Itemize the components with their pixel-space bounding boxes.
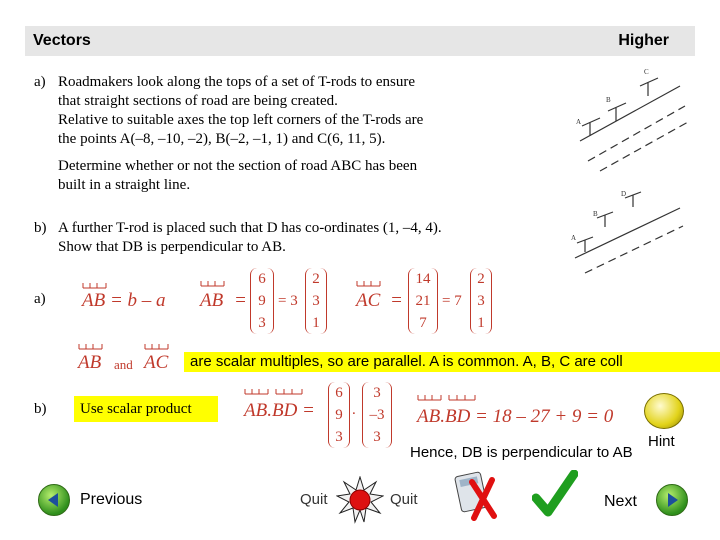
question-line: built in a straight line. [58, 177, 191, 193]
vector-arrow-icon [356, 278, 382, 288]
ac-unit-vector [470, 268, 492, 334]
question-b-text [58, 219, 538, 257]
question-line: the points A(–8, –10, –2), B(–2, –1, 1) and C(6, 11, 5). [58, 131, 386, 147]
vector-arrow-icon [82, 280, 108, 290]
ab-scalar: = 3 [278, 293, 298, 309]
ab-unit-vector [305, 268, 327, 334]
next-label[interactable]: Next [604, 493, 637, 510]
method-label: Use scalar product [74, 396, 218, 422]
ac-label-2: AC [144, 352, 169, 373]
ab-column-vector-b [328, 382, 350, 448]
question-line: Roadmakers look along the tops of a set of T-rods to ensure [58, 74, 416, 90]
solution-a-label: a) [34, 291, 46, 307]
vector-arrow-icon [78, 341, 104, 351]
ab-label: AB [200, 290, 224, 311]
vector-component: 3 [477, 293, 485, 309]
vector-component: 1 [477, 315, 485, 331]
question-line: Show that DB is perpendicular to AB. [58, 239, 286, 255]
vector-component: –3 [369, 407, 385, 423]
quit-link-left[interactable]: Quit [300, 491, 328, 508]
ab-column-vector [250, 268, 274, 334]
vector-component: 2 [477, 271, 485, 287]
next-button[interactable] [656, 484, 688, 516]
vector-component: 3 [258, 315, 266, 331]
diagram-label: A [571, 234, 577, 242]
question-line: Determine whether or not the section of road ABC has been [58, 158, 418, 174]
calculator-cross-icon[interactable] [452, 470, 504, 522]
and-label: and [114, 357, 133, 372]
question-a-label: a) [34, 74, 46, 90]
quit-link-right[interactable]: Quit [390, 491, 418, 508]
vector-component: 1 [312, 315, 320, 331]
vector-component: 21 [415, 293, 431, 309]
vector-component: 14 [415, 271, 431, 287]
bd-column-vector [362, 382, 392, 448]
vector-arrow-icon [417, 392, 477, 402]
ac-label: AC [356, 290, 381, 311]
page-title: Vectors [33, 32, 91, 49]
diagram-label: D [621, 190, 627, 198]
previous-button[interactable] [38, 484, 70, 516]
checkmark-icon[interactable] [532, 470, 578, 518]
question-a-text [58, 73, 538, 195]
vector-component: 6 [335, 385, 343, 401]
ac-scalar: = 7 [442, 293, 462, 309]
vector-arrow-icon [144, 341, 170, 351]
vector-component: 9 [335, 407, 343, 423]
arrow-left-icon [48, 493, 58, 507]
diagram-label: A [576, 118, 582, 126]
diagram-label: C [644, 68, 649, 76]
collinear-conclusion: are scalar multiples, so are parallel. A is common. A, B, C are coll [184, 352, 720, 372]
previous-label[interactable]: Previous [80, 491, 143, 508]
vector-component: 3 [335, 429, 343, 445]
vector-component: 7 [419, 315, 427, 331]
vector-component: 3 [373, 385, 381, 401]
scalar-product-result: AB.BD = 18 – 27 + 9 = 0 [417, 406, 614, 427]
ac-column-vector [408, 268, 438, 334]
vector-component: 2 [312, 271, 320, 287]
question-line: Relative to suitable axes the top left corners of the T-rods are [58, 112, 424, 128]
perpendicular-conclusion: Hence, DB is perpendicular to AB [410, 444, 633, 461]
t-rods-diagram-top [570, 66, 690, 176]
level-label: Higher [618, 32, 669, 49]
abbd-label: AB.BD = [244, 400, 315, 421]
vector-component: 3 [312, 293, 320, 309]
ab-equation: AB = b – a [82, 290, 166, 311]
t-rods-diagram-bottom [565, 188, 690, 278]
hint-label[interactable]: Hint [648, 433, 675, 450]
vector-arrow-icon [200, 278, 226, 288]
arrow-right-icon [668, 493, 678, 507]
vector-component: 6 [258, 271, 266, 287]
vector-arrow-icon [244, 386, 304, 396]
vector-component: 9 [258, 293, 266, 309]
diagram-label: B [593, 210, 598, 218]
quit-sunburst-icon[interactable] [336, 476, 384, 524]
question-line: A further T-rod is placed such that D has co-ordinates (1, –4, 4). [58, 220, 442, 236]
hint-button[interactable] [644, 393, 684, 429]
header-bar [25, 26, 695, 56]
ab-label-2: AB [78, 352, 102, 373]
diagram-label: B [606, 96, 611, 104]
vector-component: 3 [373, 429, 381, 445]
solution-b-label: b) [34, 401, 47, 417]
question-b-label: b) [34, 220, 47, 236]
question-line: that straight sections of road are being created. [58, 93, 338, 109]
